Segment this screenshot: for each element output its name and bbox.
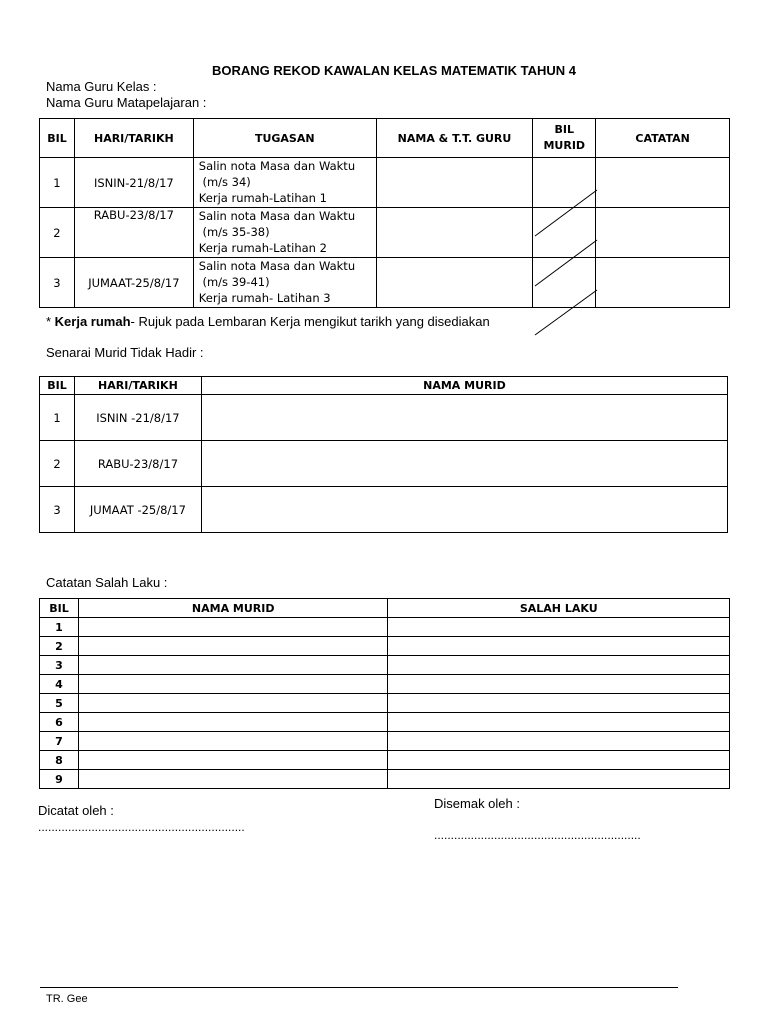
row-bil: 8 <box>40 751 79 770</box>
header-hari-tarikh: HARI/TARIKH <box>74 377 201 395</box>
table-row <box>40 618 730 637</box>
row-bil: 1 <box>40 395 75 441</box>
nama-murid-cell[interactable] <box>78 675 388 694</box>
header-nama-murid: NAMA MURID <box>201 377 727 395</box>
tugasan-line: Salin nota Masa dan Waktu <box>198 259 356 273</box>
row-bil: 2 <box>40 637 79 656</box>
header-bil: BIL <box>40 377 75 395</box>
nama-murid-cell[interactable] <box>201 487 727 533</box>
tugasan-line: Kerja rumah-Latihan 1 <box>198 191 327 205</box>
row-tarikh: ISNIN-21/8/17 <box>74 158 193 208</box>
salah-laku-cell[interactable] <box>388 694 730 713</box>
tugasan-line: (m/s 39-41) <box>198 275 270 289</box>
table-row <box>40 675 730 694</box>
homework-note <box>46 314 490 329</box>
strike-line <box>535 240 597 286</box>
page-title: BORANG REKOD KAWALAN KELAS MATEMATIK TAHUN 4 <box>212 63 576 78</box>
nama-murid-cell[interactable] <box>78 713 388 732</box>
row-bil: 9 <box>40 770 79 789</box>
table-row <box>40 770 730 789</box>
disemak-label: Disemak oleh : <box>434 796 520 811</box>
row-bil: 5 <box>40 694 79 713</box>
nama-murid-cell[interactable] <box>78 770 388 789</box>
tugasan-line: (m/s 34) <box>198 175 251 189</box>
header-bil-murid: BIL MURID <box>533 119 596 158</box>
salah-laku-cell[interactable] <box>388 732 730 751</box>
header-bil: BIL <box>40 599 79 618</box>
salah-laku-cell[interactable] <box>388 713 730 732</box>
row-tarikh: RABU-23/8/17 <box>74 441 201 487</box>
absent-table <box>39 376 728 533</box>
row-bil: 1 <box>40 618 79 637</box>
table-row <box>40 637 730 656</box>
dicatat-label: Dicatat oleh : <box>38 803 114 818</box>
row-bil: 4 <box>40 675 79 694</box>
note-star: * <box>46 314 55 329</box>
header-nama-tt-guru: NAMA & T.T. GURU <box>376 119 533 158</box>
table-row <box>40 732 730 751</box>
table-row <box>40 656 730 675</box>
guru-matapelajaran-label: Nama Guru Matapelajaran : <box>46 95 207 110</box>
note-bold: Kerja rumah <box>54 314 131 329</box>
absent-label: Senarai Murid Tidak Hadir : <box>46 345 204 360</box>
salah-laku-cell[interactable] <box>388 637 730 656</box>
nama-murid-cell[interactable] <box>78 694 388 713</box>
salah-laku-cell[interactable] <box>388 770 730 789</box>
salah-laku-cell[interactable] <box>388 751 730 770</box>
row-tarikh: ISNIN -21/8/17 <box>74 395 201 441</box>
row-bil: 1 <box>40 158 75 208</box>
salah-laku-cell[interactable] <box>388 675 730 694</box>
row-bil: 7 <box>40 732 79 751</box>
table-row <box>40 395 728 441</box>
row-bil: 3 <box>40 656 79 675</box>
dicatat-signature-line[interactable]: .............................................................. <box>38 820 245 834</box>
misconduct-table <box>39 598 730 789</box>
table-row <box>40 441 728 487</box>
table-row <box>40 751 730 770</box>
header-tugasan: TUGASAN <box>193 119 376 158</box>
footer-author: TR. Gee <box>46 993 88 1005</box>
tugasan-line: Kerja rumah- Latihan 3 <box>198 291 331 305</box>
header-bil: BIL <box>40 119 75 158</box>
nama-murid-cell[interactable] <box>78 732 388 751</box>
salah-laku-cell[interactable] <box>388 656 730 675</box>
misconduct-label: Catatan Salah Laku : <box>46 575 168 590</box>
table-row <box>40 487 728 533</box>
guru-kelas-label: Nama Guru Kelas : <box>46 79 157 94</box>
tugasan-line: Salin nota Masa dan Waktu <box>198 209 356 223</box>
row-tarikh: JUMAAT-25/8/17 <box>74 258 193 308</box>
strike-line <box>535 290 597 335</box>
footer-divider <box>40 987 678 988</box>
header-nama-murid: NAMA MURID <box>78 599 388 618</box>
note-text: - Rujuk pada Lembaran Kerja mengikut tarikh yang disediakan <box>130 314 490 329</box>
nama-murid-cell[interactable] <box>78 618 388 637</box>
row-bil: 6 <box>40 713 79 732</box>
nama-murid-cell[interactable] <box>201 395 727 441</box>
header-hari-tarikh: HARI/TARIKH <box>74 119 193 158</box>
row-bil: 3 <box>40 487 75 533</box>
table-row <box>40 694 730 713</box>
row-tarikh: RABU-23/8/17 <box>74 208 193 258</box>
disemak-signature-line[interactable]: .............................................................. <box>434 828 641 842</box>
nama-murid-cell[interactable] <box>78 637 388 656</box>
nama-murid-cell[interactable] <box>78 751 388 770</box>
row-tarikh: JUMAAT -25/8/17 <box>74 487 201 533</box>
header-salah-laku: SALAH LAKU <box>388 599 730 618</box>
row-bil: 2 <box>40 441 75 487</box>
nama-murid-cell[interactable] <box>201 441 727 487</box>
salah-laku-cell[interactable] <box>388 618 730 637</box>
row-bil: 3 <box>40 258 75 308</box>
strike-line <box>535 190 597 236</box>
row-bil: 2 <box>40 208 75 258</box>
tugasan-line: Salin nota Masa dan Waktu <box>198 159 356 173</box>
nama-murid-cell[interactable] <box>78 656 388 675</box>
table-row <box>40 713 730 732</box>
header-catatan: CATATAN <box>596 119 730 158</box>
tugasan-line: Kerja rumah-Latihan 2 <box>198 241 327 255</box>
tugasan-line: (m/s 35-38) <box>198 225 270 239</box>
